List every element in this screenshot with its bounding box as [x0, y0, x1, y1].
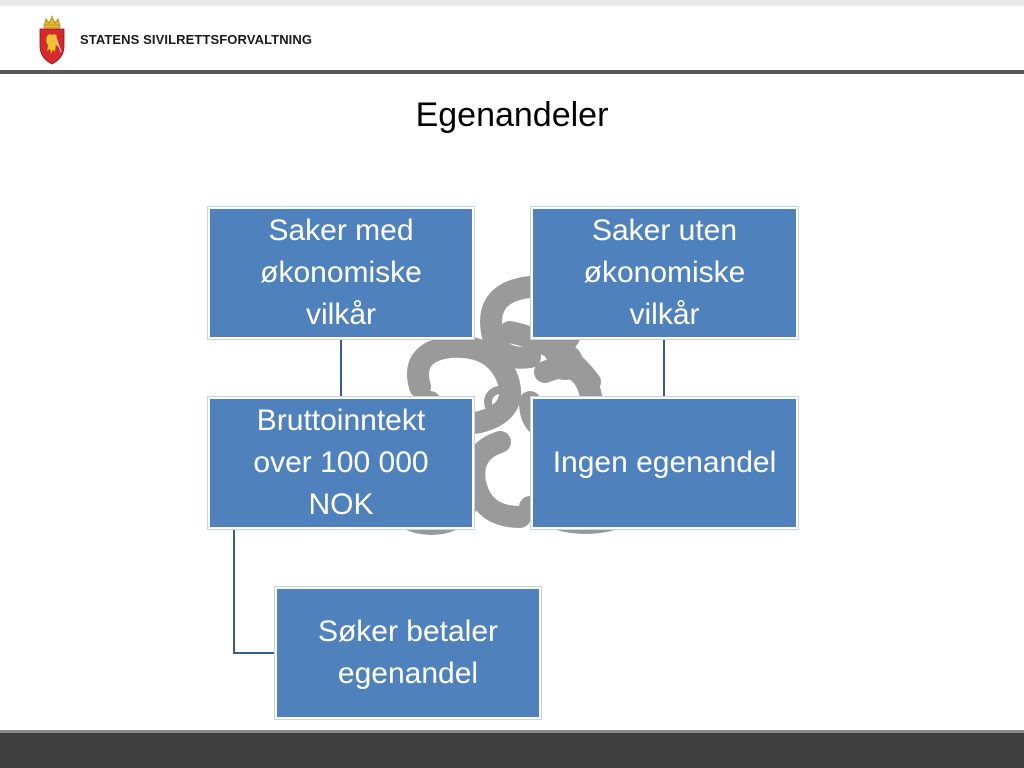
node-label: Saker med økonomiske vilkår	[260, 214, 422, 331]
node-label: Søker betaler egenandel	[317, 615, 499, 690]
footer-bar	[0, 730, 1024, 768]
node-saker-med-okonomiske-vilkar	[208, 207, 474, 339]
node-label: Saker uten økonomiske vilkår	[583, 214, 746, 331]
node-label: Bruttoinntekt over 100 000 NOK	[253, 404, 429, 521]
node-bruttoinntekt	[208, 397, 474, 529]
node-label: Ingen egenandel	[552, 446, 777, 479]
node-soker-betaler-egenandel	[275, 587, 541, 719]
node-ingen-egenandel	[531, 397, 798, 529]
organization-name: STATENS SIVILRETTSFORVALTNING	[80, 32, 313, 47]
slide-title: Egenandeler	[415, 96, 609, 134]
connector-brutto-to-soker	[234, 529, 275, 653]
node-saker-uten-okonomiske-vilkar	[531, 207, 798, 339]
